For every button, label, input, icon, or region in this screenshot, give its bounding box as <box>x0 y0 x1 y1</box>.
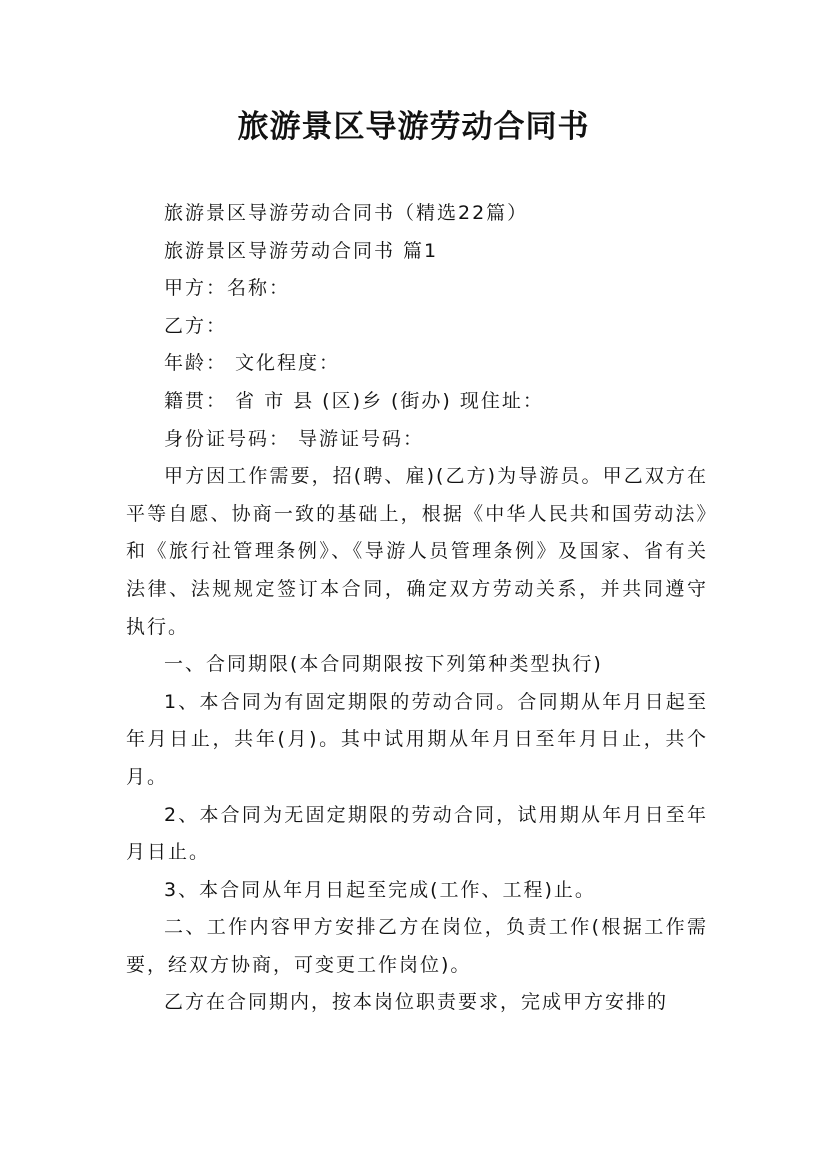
paragraph-duties: 乙方在合同期内，按本岗位职责要求，完成甲方安排的 <box>164 991 669 1014</box>
document-body <box>126 195 708 1022</box>
paragraph-section-heading: 旅游景区导游劳动合同书 篇1 <box>164 239 439 262</box>
paragraph-term-2: 2、本合同为无固定期限的劳动合同，试用期从年月日至年月日止。 <box>126 803 708 864</box>
paragraph-party-a: 甲方：名称： <box>164 277 291 300</box>
paragraph-term-heading: 一、合同期限(本合同期限按下列第种类型执行) <box>164 653 603 676</box>
paragraph-term-1: 1、本合同为有固定期限的劳动合同。合同期从年月日起至年月日止，共年(月)。其中试用期从年月日至年月日止，共个月。 <box>126 690 708 788</box>
paragraph-age-education: 年龄： 文化程度： <box>164 352 341 375</box>
paragraph-id-numbers: 身份证号码： 导游证号码： <box>164 427 425 450</box>
paragraph-subtitle: 旅游景区导游劳动合同书（精选22篇） <box>164 202 529 224</box>
paragraph-term-3: 3、本合同从年月日起至完成(工作、工程)止。 <box>164 878 596 901</box>
paragraph-origin-address: 籍贯： 省 市 县 (区)乡 (街办) 现住址： <box>164 389 544 412</box>
paragraph-preamble: 甲方因工作需要，招(聘、雇)(乙方)为导游员。甲乙双方在平等自愿、协商一致的基础上，根据《中华人民共和国劳动法》和《旅行社管理条例》、《导游人员管理条例》及国家、省有关法律、法规规定签订本合同，确定双方劳动关系，并共同遵守执行。 <box>126 465 708 638</box>
document-title: 旅游景区导游劳动合同书 <box>237 109 590 145</box>
paragraph-work-content: 二、工作内容甲方安排乙方在岗位，负责工作(根据工作需要，经双方协商，可变更工作岗位)。 <box>126 916 708 976</box>
paragraph-party-b: 乙方： <box>164 314 228 337</box>
